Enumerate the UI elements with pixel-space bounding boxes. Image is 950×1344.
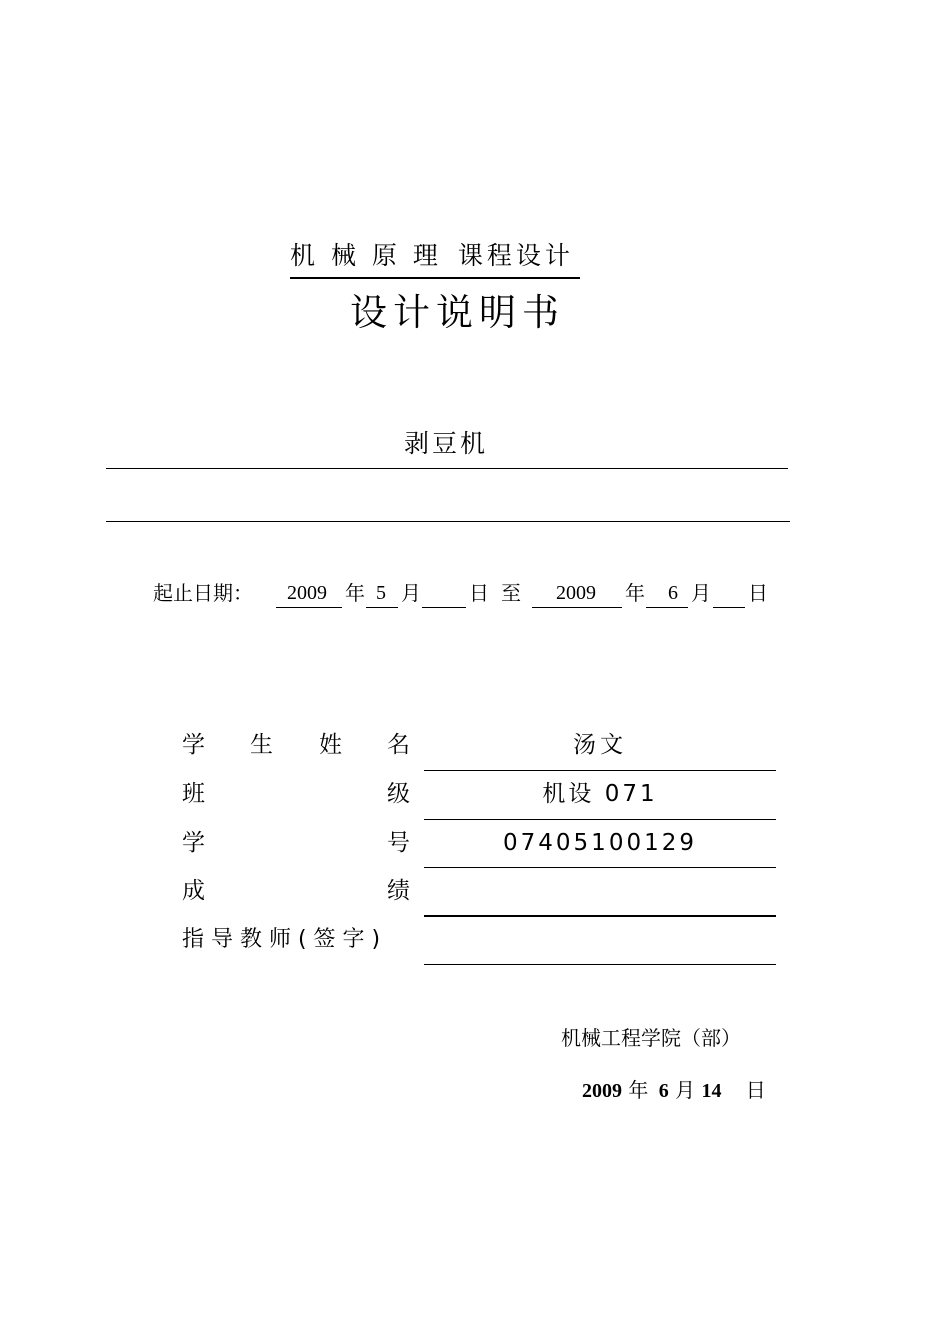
end-month-underline — [646, 607, 688, 608]
sign-year: 2009 — [582, 1080, 622, 1102]
date-label: 起止日期： — [153, 581, 253, 605]
name-label-char-2: 生 — [250, 732, 273, 758]
title-underline — [290, 277, 580, 279]
advisor-label: 指 导 教 师 ( 签 字 ) — [182, 927, 381, 952]
date-to: 至 — [501, 581, 521, 605]
end-day-unit: 日 — [748, 581, 768, 605]
start-year-underline — [276, 607, 342, 608]
end-day-underline — [713, 607, 745, 608]
student-name-value: 汤文 — [573, 732, 627, 758]
end-year-unit: 年 — [625, 581, 645, 605]
end-month-unit: 月 — [691, 581, 711, 605]
end-month: 6 — [668, 582, 678, 604]
advisor-rule — [424, 964, 776, 965]
id-label-char-1: 学 — [182, 830, 205, 856]
course-title — [290, 236, 580, 272]
student-id-rule — [424, 867, 776, 868]
class-label-char-1: 班 — [182, 781, 205, 807]
sign-month: 6 — [658, 1080, 669, 1102]
start-month: 5 — [376, 582, 386, 604]
sign-year-unit: 年 — [628, 1078, 649, 1102]
name-label-char-4: 名 — [387, 732, 410, 758]
name-label-char-1: 学 — [182, 732, 205, 758]
sign-day-unit: 日 — [745, 1078, 766, 1102]
topic-rule-2 — [106, 521, 790, 522]
id-label-char-2: 号 — [387, 830, 410, 856]
design-topic: 剥豆机 — [404, 429, 489, 458]
grade-label-char-1: 成 — [182, 878, 205, 904]
end-year: 2009 — [556, 582, 596, 604]
class-rule — [424, 819, 776, 820]
school-name: 机械工程学院（部） — [561, 1026, 741, 1050]
sign-month-unit: 月 — [675, 1078, 696, 1102]
student-id-value: 07405100129 — [503, 830, 697, 856]
course-title-part1: 机 械 原 理 — [290, 241, 442, 270]
topic-rule-1 — [106, 468, 788, 469]
start-year-unit: 年 — [345, 581, 365, 605]
end-year-underline — [532, 607, 622, 608]
class-label-char-2: 级 — [387, 781, 410, 807]
student-name-rule — [424, 770, 776, 771]
document-title: 设计说明书 — [350, 291, 565, 334]
start-month-underline — [366, 607, 398, 608]
start-day-underline — [422, 607, 466, 608]
start-day-unit: 日 — [469, 581, 489, 605]
grade-label-char-2: 绩 — [387, 878, 410, 904]
start-year: 2009 — [287, 582, 327, 604]
name-label-char-3: 姓 — [319, 732, 342, 758]
start-month-unit: 月 — [401, 581, 421, 605]
grade-rule — [424, 915, 776, 917]
class-value: 机设 071 — [542, 781, 658, 807]
sign-day: 14 — [701, 1080, 722, 1102]
course-title-part2: 课程设计 — [457, 241, 574, 270]
sign-date — [582, 1074, 766, 1103]
